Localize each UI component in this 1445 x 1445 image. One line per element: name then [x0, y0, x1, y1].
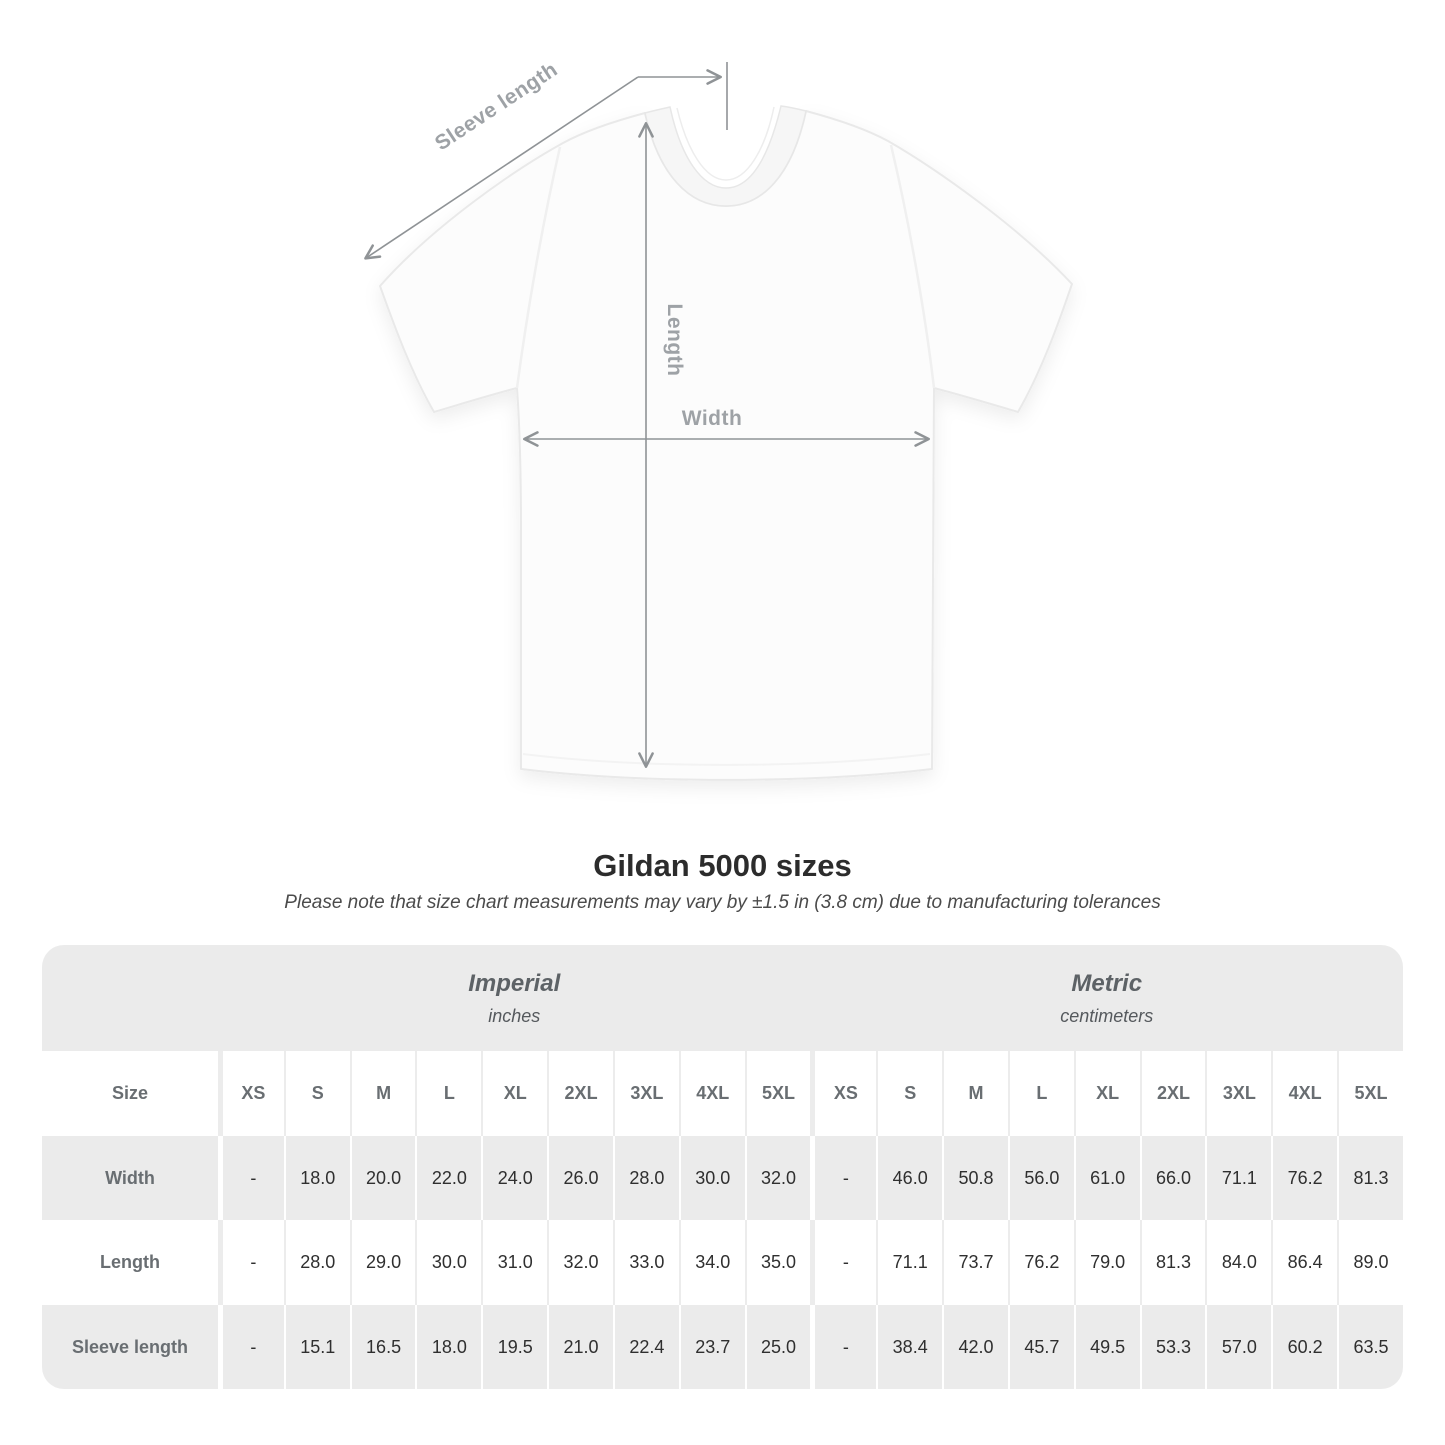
size-header-cell: 5XL	[745, 1051, 811, 1136]
page-title: Gildan 5000 sizes	[593, 848, 852, 883]
value-cell: 23.7	[679, 1305, 745, 1389]
size-header-cell: 3XL	[613, 1051, 679, 1136]
row-label: Width	[42, 1136, 218, 1220]
value-cell: 53.3	[1140, 1305, 1206, 1389]
size-header-cell: 4XL	[679, 1051, 745, 1136]
value-cell: 71.1	[876, 1220, 942, 1305]
value-cell: 33.0	[613, 1220, 679, 1305]
value-cell: 84.0	[1205, 1220, 1271, 1305]
value-cell: 86.4	[1271, 1220, 1337, 1305]
length-label: Length	[663, 303, 686, 377]
size-header-cell: 2XL	[1140, 1051, 1206, 1136]
value-cell: 79.0	[1074, 1220, 1140, 1305]
value-cell: 16.5	[350, 1305, 416, 1389]
value-cell: 49.5	[1074, 1305, 1140, 1389]
value-cell: 34.0	[679, 1220, 745, 1305]
unit-band-row	[42, 945, 1403, 1051]
size-header-cell: S	[284, 1051, 350, 1136]
size-header-cell: L	[1008, 1051, 1074, 1136]
value-cell: 71.1	[1205, 1136, 1271, 1220]
value-cell: -	[218, 1136, 284, 1220]
value-cell: 28.0	[613, 1136, 679, 1220]
value-cell: 76.2	[1271, 1136, 1337, 1220]
value-cell: 26.0	[547, 1136, 613, 1220]
value-cell: 66.0	[1140, 1136, 1206, 1220]
value-cell: 15.1	[284, 1305, 350, 1389]
tolerance-note: Please note that size chart measurements may vary by ±1.5 in (3.8 cm) due to manufacturing tolerances	[284, 892, 1161, 913]
size-header-cell: 2XL	[547, 1051, 613, 1136]
size-header-cell: M	[942, 1051, 1008, 1136]
value-cell: 19.5	[481, 1305, 547, 1389]
value-cell: -	[218, 1305, 284, 1389]
value-cell: -	[810, 1305, 876, 1389]
value-cell: 28.0	[284, 1220, 350, 1305]
value-cell: 46.0	[876, 1136, 942, 1220]
value-cell: 22.4	[613, 1305, 679, 1389]
value-cell: 35.0	[745, 1220, 811, 1305]
imperial-unit-label: inches	[488, 1005, 541, 1026]
value-cell: 22.0	[415, 1136, 481, 1220]
value-cell: 20.0	[350, 1136, 416, 1220]
metric-label: Metric	[1071, 969, 1143, 997]
value-cell: 30.0	[679, 1136, 745, 1220]
size-header-row	[42, 1051, 1403, 1136]
tshirt-graphic	[380, 106, 1072, 780]
imperial-label: Imperial	[468, 969, 561, 997]
size-header-cell: XS	[218, 1051, 284, 1136]
value-cell: -	[810, 1136, 876, 1220]
value-cell: 50.8	[942, 1136, 1008, 1220]
row-label: Sleeve length	[42, 1305, 218, 1389]
unit-band-corner	[42, 945, 218, 1051]
size-header-cell: S	[876, 1051, 942, 1136]
value-cell: -	[218, 1220, 284, 1305]
imperial-band	[218, 945, 810, 1051]
value-cell: 25.0	[745, 1305, 811, 1389]
value-cell: 81.3	[1140, 1220, 1206, 1305]
value-cell: 32.0	[547, 1220, 613, 1305]
value-cell: 73.7	[942, 1220, 1008, 1305]
size-table	[42, 945, 1403, 1389]
value-cell: 31.0	[481, 1220, 547, 1305]
length-row	[42, 1220, 1403, 1305]
value-cell: 61.0	[1074, 1136, 1140, 1220]
sleeve-length-label: Sleeve length	[430, 57, 562, 156]
size-header-cell: XL	[1074, 1051, 1140, 1136]
value-cell: 56.0	[1008, 1136, 1074, 1220]
value-cell: 81.3	[1337, 1136, 1403, 1220]
size-header-cell: 5XL	[1337, 1051, 1403, 1136]
value-cell: 45.7	[1008, 1305, 1074, 1389]
value-cell: 38.4	[876, 1305, 942, 1389]
value-cell: 24.0	[481, 1136, 547, 1220]
size-corner-label: Size	[42, 1051, 218, 1136]
heading-block	[0, 847, 1445, 914]
value-cell: 42.0	[942, 1305, 1008, 1389]
value-cell: 76.2	[1008, 1220, 1074, 1305]
value-cell: 21.0	[547, 1305, 613, 1389]
row-label: Length	[42, 1220, 218, 1305]
value-cell: -	[810, 1220, 876, 1305]
size-header-cell: M	[350, 1051, 416, 1136]
value-cell: 60.2	[1271, 1305, 1337, 1389]
width-row	[42, 1136, 1403, 1220]
value-cell: 29.0	[350, 1220, 416, 1305]
size-header-cell: XL	[481, 1051, 547, 1136]
size-header-cell: XS	[810, 1051, 876, 1136]
value-cell: 57.0	[1205, 1305, 1271, 1389]
sleeve-length-row	[42, 1305, 1403, 1389]
metric-band	[810, 945, 1403, 1051]
width-label: Width	[681, 407, 743, 430]
value-cell: 30.0	[415, 1220, 481, 1305]
size-header-cell: 3XL	[1205, 1051, 1271, 1136]
value-cell: 18.0	[415, 1305, 481, 1389]
value-cell: 63.5	[1337, 1305, 1403, 1389]
metric-unit-label: centimeters	[1060, 1005, 1154, 1026]
size-header-cell: 4XL	[1271, 1051, 1337, 1136]
value-cell: 18.0	[284, 1136, 350, 1220]
size-header-cell: L	[415, 1051, 481, 1136]
value-cell: 32.0	[745, 1136, 811, 1220]
value-cell: 89.0	[1337, 1220, 1403, 1305]
